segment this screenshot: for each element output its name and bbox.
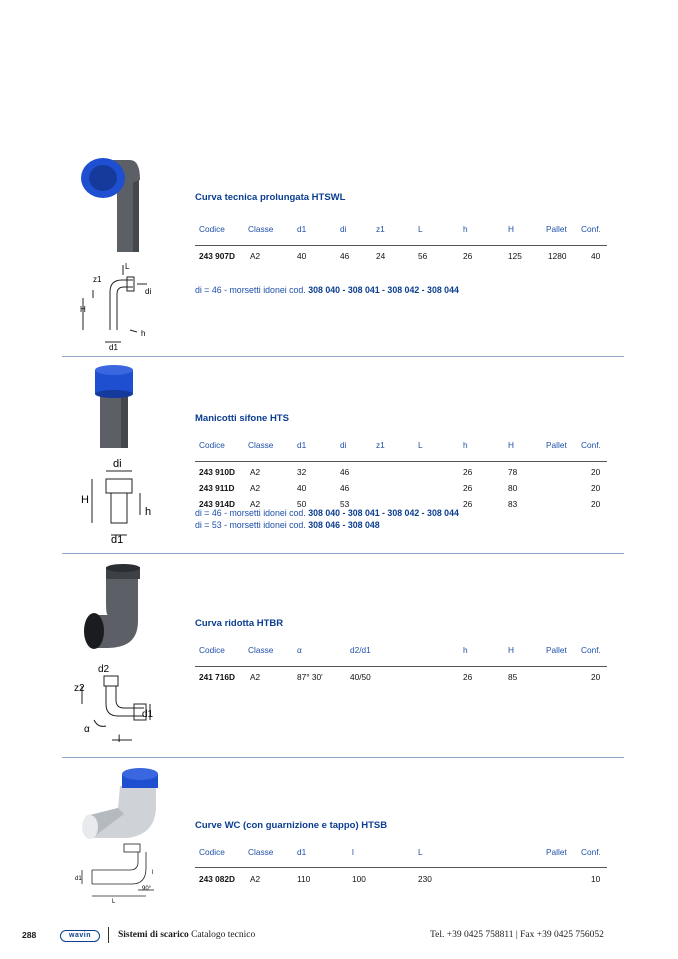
drawing-label: d1 <box>111 534 124 545</box>
cell-di: 46 <box>340 251 350 261</box>
col-header-h: h <box>463 224 468 234</box>
col-header-d1: d1 <box>297 847 307 857</box>
drawing-label: l <box>118 734 121 745</box>
note-codes: 308 046 - 308 048 <box>308 520 380 530</box>
cell-conf: 20 <box>591 467 601 477</box>
cell-d2-d1: 40/50 <box>350 672 371 682</box>
col-header-pallet: Pallet <box>546 440 567 450</box>
cell-classe: A2 <box>250 251 261 261</box>
col-header-l: L <box>418 440 423 450</box>
product-photo-htswl <box>70 150 170 260</box>
technical-drawing-htsb <box>72 840 167 905</box>
drawing-label: di <box>113 458 122 470</box>
cell-classe: A2 <box>250 874 261 884</box>
table-rule <box>195 461 607 462</box>
col-header-H: H <box>508 645 514 655</box>
cell-l-small: 100 <box>352 874 366 884</box>
cell-di: 53 <box>340 499 350 509</box>
col-header-codice: Codice <box>199 847 225 857</box>
col-header-conf: Conf. <box>581 847 601 857</box>
section-separator <box>62 757 624 758</box>
cell-d1: 40 <box>297 483 307 493</box>
drawing-label: L <box>125 262 130 271</box>
section-separator <box>62 553 624 554</box>
cell-h: 26 <box>463 467 473 477</box>
col-header-codice: Codice <box>199 440 225 450</box>
contact-info: Tel. +39 0425 758811 | Fax +39 0425 756052 <box>430 930 604 940</box>
drawing-label: 90° <box>142 886 152 892</box>
drawing-label: H <box>81 494 89 506</box>
col-header-z1: z1 <box>376 440 385 450</box>
product-photo-htsb <box>78 764 173 849</box>
col-header-z1: z1 <box>376 224 385 234</box>
cell-z1: 24 <box>376 251 386 261</box>
cell-conf: 40 <box>591 251 601 261</box>
drawing-label: d1 <box>142 709 154 720</box>
col-header-codice: Codice <box>199 645 225 655</box>
col-header-pallet: Pallet <box>546 847 567 857</box>
cell-alpha: 87° 30' <box>297 672 323 682</box>
col-header-l: L <box>418 224 423 234</box>
cell-codice: 241 716D <box>199 672 235 682</box>
col-header-l-small: l <box>352 847 354 857</box>
col-header-classe: Classe <box>248 847 274 857</box>
cell-h: 26 <box>463 672 473 682</box>
table-rule <box>195 245 607 246</box>
col-header-d2-d1: d2/d1 <box>350 645 371 655</box>
drawing-label: α <box>84 724 90 735</box>
cell-di: 46 <box>340 467 350 477</box>
col-header-pallet: Pallet <box>546 645 567 655</box>
cell-d1: 50 <box>297 499 307 509</box>
col-header-alpha: α <box>297 645 302 655</box>
cell-L: 230 <box>418 874 432 884</box>
technical-drawing-htbr <box>72 660 172 745</box>
page-number: 288 <box>22 930 37 940</box>
col-header-di: di <box>340 440 347 450</box>
cell-h: 26 <box>463 499 473 509</box>
clamp-note <box>195 508 459 518</box>
catalog-title <box>118 930 255 940</box>
col-header-classe: Classe <box>248 440 274 450</box>
product-photo-htbr <box>76 563 166 658</box>
cell-classe: A2 <box>250 483 261 493</box>
cell-h: 26 <box>463 483 473 493</box>
cell-classe: A2 <box>250 467 261 477</box>
cell-H: 125 <box>508 251 522 261</box>
cell-H: 83 <box>508 499 518 509</box>
col-header-di: di <box>340 224 347 234</box>
cell-h: 26 <box>463 251 473 261</box>
product-title: Curve WC (con guarnizione e tappo) HTSB <box>195 820 388 831</box>
drawing-label: l <box>152 870 154 876</box>
drawing-label: L <box>112 899 116 905</box>
product-title: Manicotti sifone HTS <box>195 413 289 424</box>
clamp-note <box>195 285 459 295</box>
col-header-conf: Conf. <box>581 645 601 655</box>
cell-conf: 20 <box>591 483 601 493</box>
col-header-pallet: Pallet <box>546 224 567 234</box>
col-header-H: H <box>508 224 514 234</box>
col-header-conf: Conf. <box>581 224 601 234</box>
technical-drawing-htswl <box>75 260 165 352</box>
col-header-h: h <box>463 440 468 450</box>
cell-codice: 243 910D <box>199 467 235 477</box>
cell-codice: 243 082D <box>199 874 235 884</box>
cell-conf: 20 <box>591 672 601 682</box>
note-text: di = 46 - morsetti idonei cod. <box>195 285 309 295</box>
col-header-L: L <box>418 847 423 857</box>
catalog-title-rest: Catalogo tecnico <box>188 930 256 940</box>
table-rule <box>195 867 607 868</box>
note-codes: 308 040 - 308 041 - 308 042 - 308 044 <box>308 508 459 518</box>
drawing-label: d2 <box>98 664 110 675</box>
col-header-conf: Conf. <box>581 440 601 450</box>
table-rule <box>195 666 607 667</box>
cell-codice: 243 911D <box>199 483 235 493</box>
drawing-label: h <box>141 329 146 338</box>
col-header-classe: Classe <box>248 224 274 234</box>
cell-di: 46 <box>340 483 350 493</box>
col-header-codice: Codice <box>199 224 225 234</box>
note-text: di = 46 - morsetti idonei cod. <box>195 508 309 518</box>
wavin-logo: wavin <box>60 930 100 942</box>
cell-d1: 32 <box>297 467 307 477</box>
technical-drawing-hts <box>78 455 168 545</box>
cell-d1: 40 <box>297 251 307 261</box>
cell-pallet: 1280 <box>548 251 567 261</box>
col-header-H: H <box>508 440 514 450</box>
drawing-label: H <box>80 305 86 314</box>
footer-divider <box>108 927 109 943</box>
cell-d1: 110 <box>297 874 311 884</box>
catalog-title-bold: Sistemi di scarico <box>118 930 189 940</box>
note-text: di = 53 - morsetti idonei cod. <box>195 520 309 530</box>
drawing-label: d1 <box>109 343 118 352</box>
cell-classe: A2 <box>250 672 261 682</box>
cell-l: 56 <box>418 251 428 261</box>
cell-classe: A2 <box>250 499 261 509</box>
note-codes: 308 040 - 308 041 - 308 042 - 308 044 <box>308 285 459 295</box>
section-separator <box>62 356 624 357</box>
drawing-label: z1 <box>93 275 102 284</box>
drawing-label: z2 <box>74 683 85 694</box>
col-header-d1: d1 <box>297 440 307 450</box>
cell-H: 78 <box>508 467 518 477</box>
cell-conf: 10 <box>591 874 601 884</box>
cell-codice: 243 907D <box>199 251 235 261</box>
col-header-classe: Classe <box>248 645 274 655</box>
product-photo-hts <box>85 362 155 452</box>
col-header-d1: d1 <box>297 224 307 234</box>
product-title: Curva tecnica prolungata HTSWL <box>195 192 346 203</box>
clamp-note <box>195 520 380 530</box>
drawing-label: di <box>145 287 152 296</box>
product-title: Curva ridotta HTBR <box>195 618 284 629</box>
col-header-h: h <box>463 645 468 655</box>
cell-H: 80 <box>508 483 518 493</box>
cell-H: 85 <box>508 672 518 682</box>
drawing-label: d1 <box>75 876 82 882</box>
cell-conf: 20 <box>591 499 601 509</box>
drawing-label: h <box>145 506 152 518</box>
cell-codice: 243 914D <box>199 499 235 509</box>
